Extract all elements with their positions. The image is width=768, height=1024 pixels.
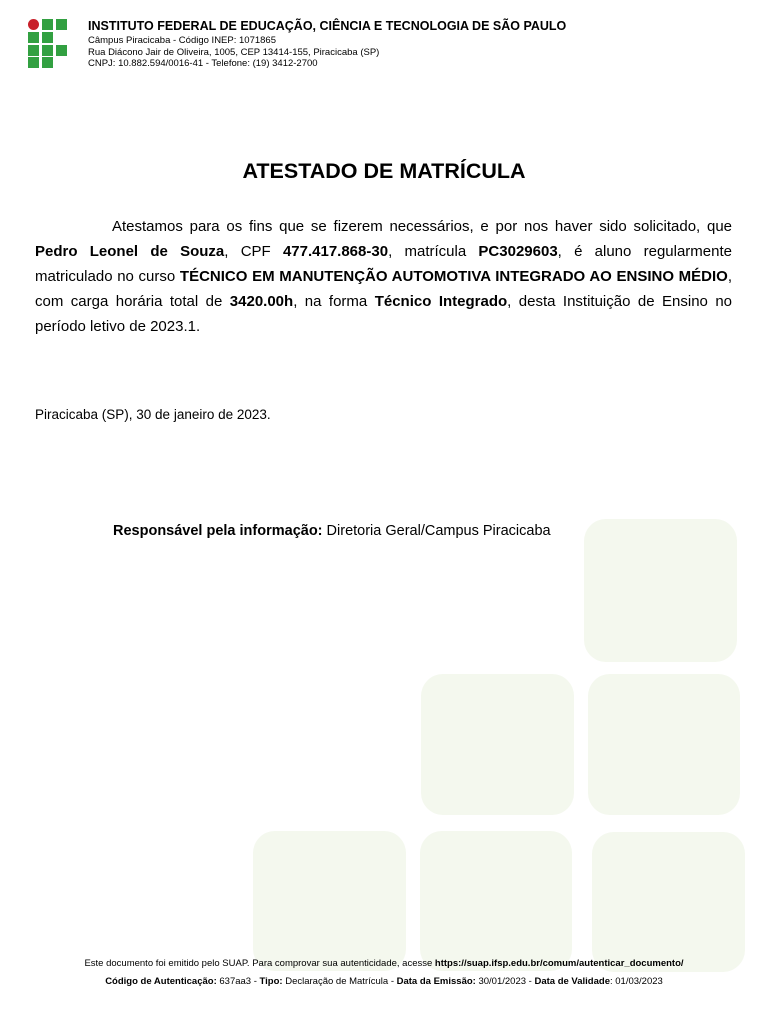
logo-square [28,45,39,56]
body-text: , com carga horária total de [35,268,733,310]
certificate-body [35,214,732,339]
validity-label: Data de Validade [534,976,610,987]
course-form: Técnico Integrado [374,293,508,310]
institution-name: INSTITUTO FEDERAL DE EDUCAÇÃO, CIÊNCIA E TECNOLOGIA DE SÃO PAULO [88,19,567,33]
issue-date-label: Data da Emissão: [396,976,476,987]
student-name: Pedro Leonel de Souza [35,243,225,260]
auth-code-label: Código de Autenticação: [105,976,217,987]
logo-square [42,19,53,30]
authentication-link[interactable]: https://suap.ifsp.edu.br/comum/autenticar_documento/ [434,958,684,969]
campus-line: Câmpus Piracicaba - Código INEP: 1071865 [88,35,276,46]
footer-text: Este documento foi emitido pelo SUAP. Para comprovar sua autenticidade, acesse [84,958,435,969]
logo-red-dot [28,19,39,30]
body-text: , desta Instituição de Ensino no período letivo de 2023.1. [35,293,732,335]
logo-square [56,19,67,30]
cnpj-line: CNPJ: 10.882.594/0016-41 - Telefone: (19) 3412-2700 [88,58,318,69]
responsible-label: Responsável pela informação: [113,523,323,539]
institution-logo [28,19,68,67]
document-title: ATESTADO DE MATRÍCULA [242,159,526,183]
logo-square [42,57,53,68]
student-cpf: 477.417.868-30 [282,243,389,260]
watermark-block [253,831,406,971]
logo-square [56,45,67,56]
logo-square [42,32,53,43]
watermark-block [588,674,740,815]
course-name: TÉCNICO EM MANUTENÇÃO AUTOMOTIVA INTEGRADO AO ENSINO MÉDIO [179,268,728,285]
registration-number: PC3029603 [478,243,558,260]
body-text: , CPF [224,243,283,260]
type-label: Tipo: [259,976,283,987]
watermark-block [420,831,572,971]
validity-value: : 01/03/2023 [609,976,663,987]
watermark-block [592,832,745,972]
body-text: Atestamos para os fins que se fizerem necessários, e por nos haver sido solicitado, que [112,218,732,235]
logo-square [42,45,53,56]
body-text: , matrícula [388,243,479,260]
responsible-value: Diretoria Geral/Campus Piracicaba [322,523,551,539]
logo-square [28,32,39,43]
auth-code-value: 637aa3 - [216,976,260,987]
type-value: Declaração de Matrícula - [282,976,397,987]
watermark-block [421,674,574,815]
workload: 3420.00h [229,293,294,310]
footer-authenticity [0,958,768,969]
issue-date-value: 30/01/2023 - [475,976,535,987]
address-line: Rua Diácono Jair de Oliveira, 1005, CEP 13414-155, Piracicaba (SP) [88,47,380,58]
responsible-info [113,523,551,539]
logo-square [28,57,39,68]
body-text: , na forma [293,293,375,310]
footer-metadata [0,976,768,987]
watermark-block [584,519,737,662]
place-date: Piracicaba (SP), 30 de janeiro de 2023. [35,407,271,422]
body-text: , é aluno regularmente matriculado no curso [35,243,732,285]
